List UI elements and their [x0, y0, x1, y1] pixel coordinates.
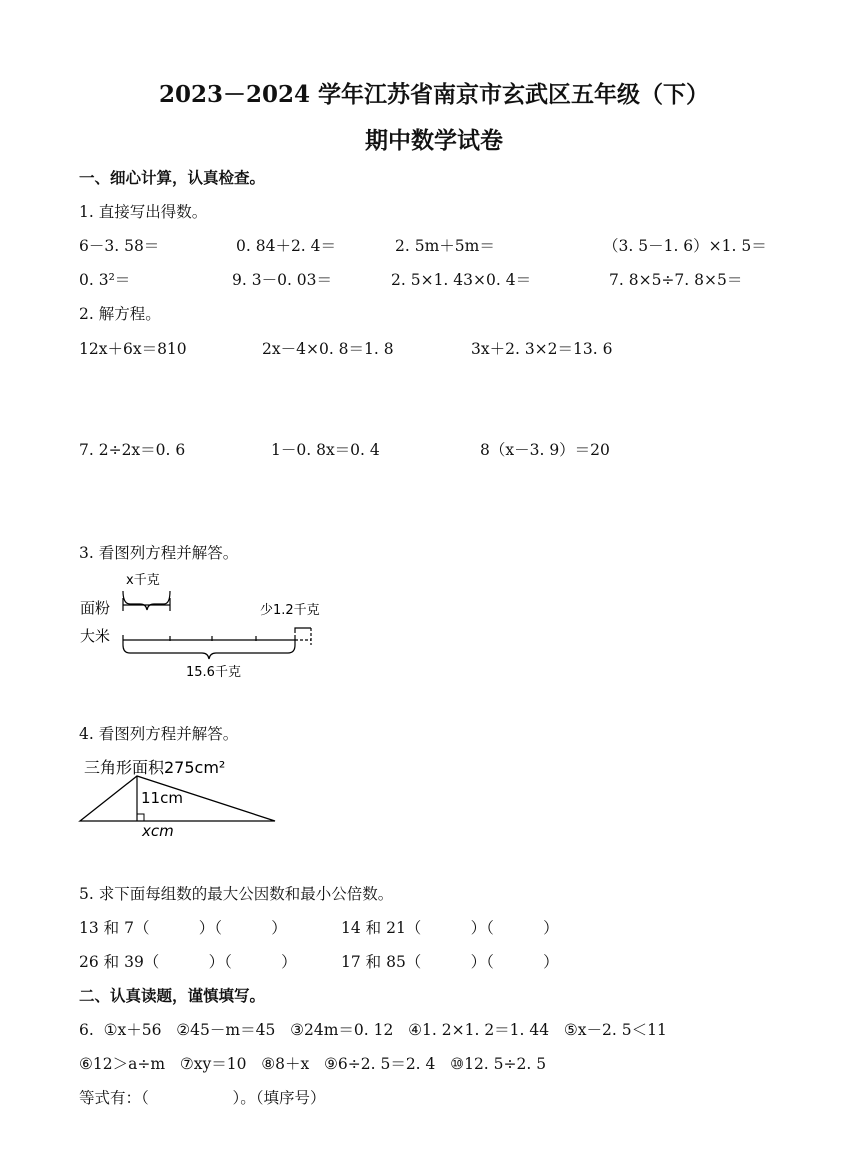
- flour-label: 面粉: [80, 599, 111, 617]
- rice-bottom-brace: [123, 645, 295, 659]
- q1-item: 6－3. 58＝: [79, 237, 160, 255]
- height-label: 11cm: [141, 789, 183, 807]
- page-title: 2023－2024 学年江苏省南京市玄武区五年级（下）: [158, 81, 710, 108]
- rice-label: 大米: [80, 627, 111, 645]
- q2-equation: 8（x－3. 9）＝20: [480, 441, 610, 459]
- less-brace: [295, 628, 311, 633]
- triangle-area-label: 三角形面积275cm²: [84, 758, 226, 777]
- less-label: 少1.2千克: [260, 603, 320, 618]
- q5-label: 5. 求下面每组数的最大公因数和最小公倍数。: [79, 885, 394, 903]
- q2-equation: 1－0. 8x＝0. 4: [271, 441, 380, 459]
- flour-top-brace: [123, 591, 170, 610]
- q1-item: 9. 3－0. 03＝: [232, 271, 333, 289]
- q1-item: （3. 5－1. 6）×1. 5＝: [603, 237, 767, 255]
- q1-item: 2. 5m＋5m＝: [395, 237, 495, 255]
- q5-item: 14 和 21（ ）（ ）: [341, 919, 559, 937]
- q3-label: 3. 看图列方程并解答。: [79, 544, 239, 562]
- flour-x-label: x千克: [126, 573, 160, 588]
- q4-label: 4. 看图列方程并解答。: [79, 725, 239, 743]
- part1-heading: 一、细心计算，认真检查。: [79, 168, 266, 187]
- q2-label: 2. 解方程。: [79, 305, 161, 323]
- q3-line-diagram: [70, 565, 370, 685]
- part2-heading: 二、认真读题，谨慎填写。: [79, 986, 266, 1005]
- q6-row: 6. ①x＋56 ②45－m＝45 ③24m＝0. 12 ④1. 2×1. 2＝1. 44 ⑤x－2. 5＜11: [79, 1021, 667, 1039]
- total-label: 15.6千克: [186, 665, 241, 680]
- q2-equation: 7. 2÷2x＝0. 6: [79, 441, 186, 459]
- q1-item: 0. 84＋2. 4＝: [236, 237, 337, 255]
- right-angle-mark: [137, 814, 144, 821]
- q6-answer: 等式有：（ ）。（填序号）: [79, 1089, 326, 1107]
- q5-item: 26 和 39（ ）（ ）: [79, 953, 297, 971]
- q1-label: 1. 直接写出得数。: [79, 203, 208, 221]
- q6-row: ⑥12＞a÷m ⑦xy＝10 ⑧8＋x ⑨6÷2. 5＝2. 4 ⑩12. 5÷2. 5: [79, 1055, 547, 1073]
- q1-item: 2. 5×1. 43×0. 4＝: [391, 271, 532, 289]
- q2-equation: 3x＋2. 3×2＝13. 6: [471, 340, 613, 358]
- page-subtitle: 期中数学试卷: [365, 127, 503, 154]
- q5-item: 13 和 7（ ）（ ）: [79, 919, 287, 937]
- q2-equation: 2x－4×0. 8＝1. 8: [262, 340, 394, 358]
- q5-item: 17 和 85（ ）（ ）: [341, 953, 559, 971]
- q2-equation: 12x＋6x＝810: [79, 340, 187, 358]
- q1-item: 0. 3²＝: [79, 271, 131, 289]
- base-label: xcm: [142, 822, 174, 840]
- q1-item: 7. 8×5÷7. 8×5＝: [609, 271, 743, 289]
- q4-triangle-diagram: [70, 748, 300, 843]
